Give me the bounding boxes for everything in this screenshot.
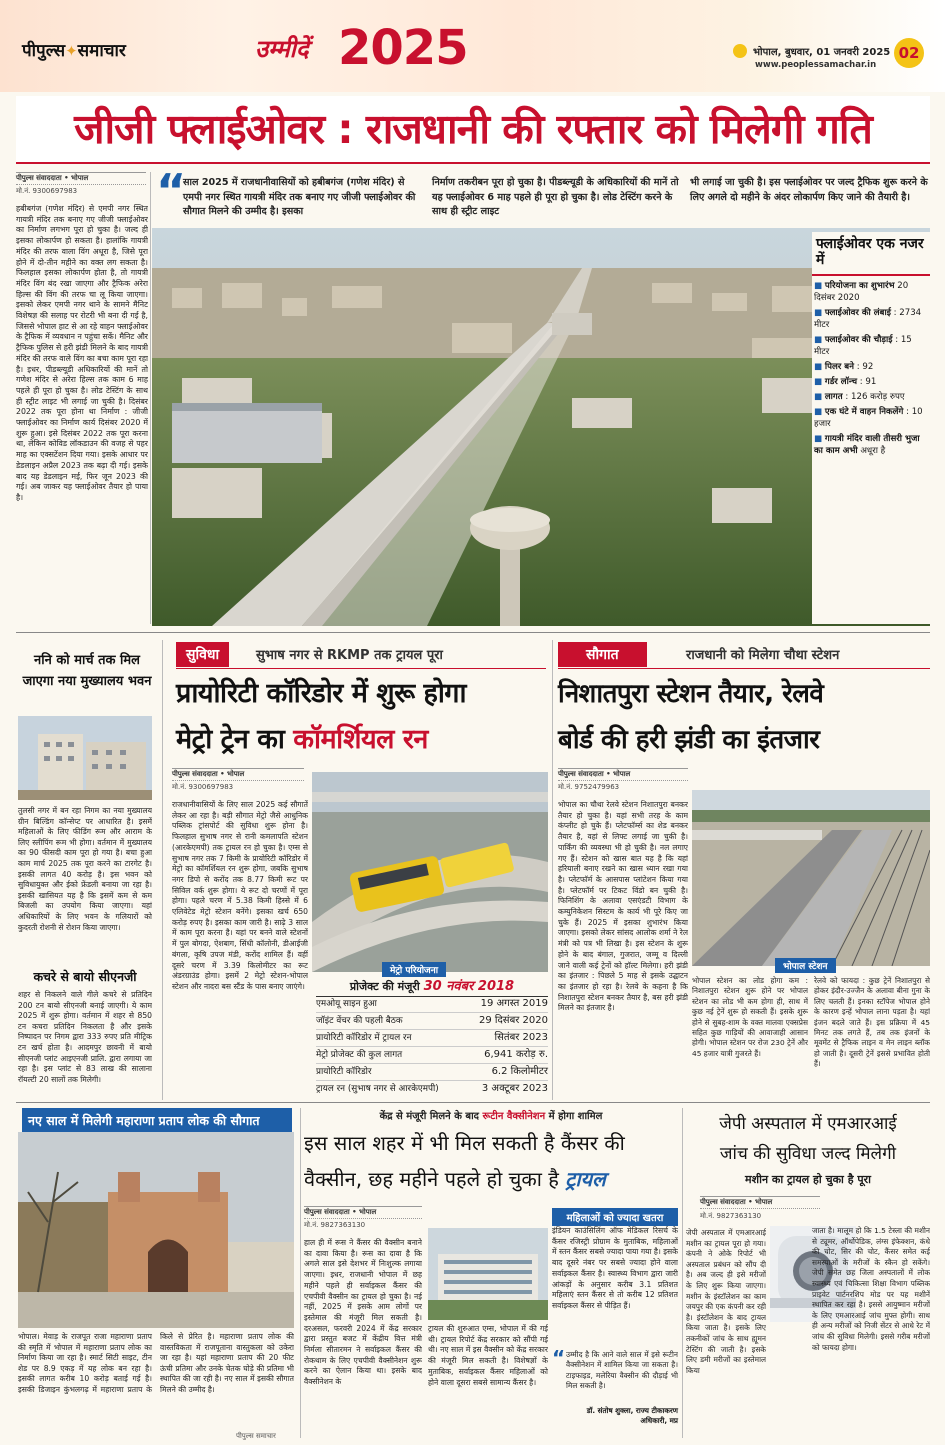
- metro-photo: [312, 772, 548, 972]
- cancer-headline-2a: वैक्सीन, छह महीने पहले हो चुका है: [304, 1167, 559, 1191]
- section-divider: [16, 632, 930, 633]
- building-illustration: [18, 716, 152, 800]
- dateline: भोपाल, बुधवार, 01 जनवरी 2025: [753, 47, 891, 58]
- metro-train-illustration: [312, 772, 548, 972]
- edition-year: 2025: [338, 20, 468, 76]
- metro-tag: सुविधा: [176, 642, 229, 667]
- factbox-item: ■ फ्लाईओवर की लंबाई : 2734 मीटर: [814, 308, 922, 330]
- cancer-side-body: इंडियन काउंसिलिंग ऑफ मेडिकल रिसर्च के कैंसर रजिस्ट्री प्रोग्राम के मुताबिक, महिलाओं में स्तन कैंसर सबसे ज्यादा पाया गया है। इसके बाद दूसरे नंबर पर सबसे ज्यादा होने वाला सर्वाइकल कैंसर है। स्वास्थ्य विभाग द्वारा जारी आंकड़ों के अनुसार करीब 3.1 प्रतिशत महिलाएं स्तन कैंसर से तो करीब 12 प्रतिशत सर्वाइकल कैंसर से पीड़ित हैं।: [552, 1226, 678, 1310]
- factbox-item: ■ परियोजना का शुभारंभ 20 दिसंबर 2020: [814, 281, 909, 303]
- lead-body: हबीबगंज (गणेश मंदिर) से एमपी नगर स्थित गायत्री मंदिर तक बनाए गए जीजी फ्लाईओवर का निर्माण लगभग पूरा हो चुका है। जल्द ही इसका लोकार्पण हो सकता है। हालांकि गायत्री मंदिर की तरफ वाला विंग अधूरा है, जिसे पूरा होने में दो-तीन महीने का वक्त लग सकता है। फिलहाल इसका लोकार्पण होता है, तो गायत्री मंदिर विंग बंद रखा जाएगा और ट्रैफिक अरेरा हिल्स की विंग की तरफ चा लू किया जाएगा। इसको लेकर एमपी नगर थाने के सामने मैनिट विशेषज्ञ की सलाह पर रोटरी भी बना दी गई है, जिससे भोपाल हाट से आ रहे वाहन फ्लाईओवर के ट्रैफिक में व्यवधान न पहुंचा सकें। मैनिट और ट्रैफिक पुलिस से हरी झंडी मिलने के बाद गायत्री मंदिर की तरफ वाले विंग का बचा काम पूरा रहा है। इधर, पीडब्ल्यूडी अधिकारियों की मानें तो गणेश मंदिर से अरेरा हिल्स तक काम 6 माह पहले ही पूरा हो चुका है। लोड टेस्टिंग के साथ ही स्ट्रीट लाइट भी लगाई जा चुकी है। दिसंबर 2022 तक पूरा होना था निर्माण : जीजी फ्लाईओवर का निर्माण कार्य दिसंबर 2020 में शुरू हुआ। इसे दिसंबर 2022 तक पूरा करना था, लेकिन कोविड लॉकडाउन की वजह से पहर माह का एक्सटेंशन दिया गया। इसके आधार पर डेडलाइन अप्रैल 2023 तक बढ़ा दी गई। इसके बाद यह डेडलाइन मई, फिर जून 2023 की गई। अब जाकर यह फ्लाईओवर तैयार हो पाया है।: [16, 204, 148, 502]
- mri-body-2: जाता है। मालूम हो कि 1.5 टेस्ला की मशीन से ट्यूमर, ऑर्थोपेडिक, लंग्स इंफेक्शन, कंधे की चोट, सिर की चोट, कैंसर समेत कई समस्याओं के मरीजों के स्कैन हो सकेंगे। जेपी समेत छह जिला अस्पतालों में लोक स्वास्थ्य एवं चिकित्सा शिक्षा विभाग पब्लिक प्राइवेट पार्टनरशिप मोड पर यह मशीनें स्थापित कर रहा है। इससे आयुष्मान मरीजों के लिए एमआरआई जांच मुफ्त होगी। साथ ही अन्य मरीजों को निजी सेंटर से आधे रेट में जांच की सुविधा मिलेगी। इससे गरीब मरीजों को फायदा होगा।: [812, 1226, 930, 1352]
- metro-photo-label: मेट्रो परियोजना: [382, 962, 446, 977]
- page-number: 02: [894, 38, 924, 68]
- cancer-headline-2b: ट्रायल: [565, 1167, 606, 1191]
- lead-intro-col2: निर्माण तकरीबन पूरा हो चुका है। पीडब्ल्यूडी के अधिकारियों की मानें तो यह फ्लाईओवर 6 माह पहले ही पूरा हो चुका है। लोड टेस्टिंग करने के साथ ही स्ट्रीट लाइट: [432, 177, 679, 217]
- nani-headline: ननि को मार्च तक मिल जाएगा नया मुख्यालय भवन: [22, 653, 152, 689]
- factbox: [812, 232, 930, 624]
- factbox-item: ■ गायत्री मंदिर वाली तीसरी भुजा का काम अभी अधूरा है: [814, 434, 920, 456]
- factbox-title: फ्लाईओवर एक नजर में: [812, 232, 930, 276]
- station-tag: सौगात: [558, 642, 647, 667]
- website-link[interactable]: www.peoplessamachar.in: [755, 60, 877, 70]
- cancer-kicker-c: में होगा शामिल: [548, 1111, 603, 1122]
- lead-intro-col3: भी लगाई जा चुकी है। इस फ्लाईओवर पर जल्द ट्रैफिक शुरू करने के लिए अगले दो महीने के अंदर लोकार्पण किए जाने की तैयारी है।: [690, 177, 928, 203]
- lok-photo: [18, 1132, 294, 1328]
- cancer-side-title: महिलाओं को ज्यादा खतरा: [552, 1208, 678, 1226]
- metro-headline-2b: कॉमर्शियल रन: [293, 724, 428, 755]
- mri-body: जेपी अस्पताल में एमआरआई मशीन का ट्रायल पूरा हो गया। कंपनी ने ओके रिपोर्ट भी अस्पताल प्रबंधन को सौंप दी है। अब जल्द ही इसे मरीजों के लिए शुरू किया जाएगा। मशीन के इंस्टॉलेशन का काम जयपुर की एक कंपनी कर रही है। इंस्टॉलेशन के बाद ट्रायल किया जाता है। इसके लिए तकनीकों जांच के साथ ह्यूमन टेस्टिंग की जाती है। इसके लिए डमी मरीजों का इस्तेमाल किया: [686, 1228, 766, 1375]
- table-row: जॉइंट वेंचर की पहली बैठक 29 दिसंबर 2020: [316, 1013, 548, 1030]
- station-caption-2: रेलवे को फायदा : कुछ ट्रेनें निशातपुरा से होकर इंदौर-उज्जैन के अलावा बीना गुना के लिए चलती हैं। इनका स्टॉपेज भोपाल होने के कारण इन्हें भोपाल लाना पड़ता है। यहां इंजन बदले जाते हैं। इस प्रक्रिया में 45 मिनट तक लगते हैं, तब तक इंजनों के मूवमेंट से ट्रैफिक लाइन व मेन लाइन ब्लॉक हो जाती है। दूसरी ट्रेनें इससे प्रभावित होती हैं।: [814, 976, 930, 1069]
- factbox-item: ■ लागत : 126 करोड़ रुपए: [814, 392, 905, 402]
- lead-byline: पीपुल्स संवाददाता • भोपाल: [16, 172, 146, 185]
- metro-table-title-a: प्रोजेक्ट की मंजूरी: [349, 980, 420, 993]
- hospital-illustration: [428, 1228, 548, 1320]
- nani-sub-body: शहर से निकलने वाले गीले कचरे से प्रतिदिन 200 टन बायो सीएनजी बनाई जाएगी। ये काम 2025 में शुरू होगा। वर्तमान में शहर से 850 टन कचरा प्रतिदिन निकलता है और इसके निष्पादन पर निगम द्वारा 333 रुपए प्रति मीट्रिक टन खर्च होता है। आदमपुर छावनी में बायो सीएनजी प्लांट आइएनजी प्रालि. द्वारा लगाया जा रहा है। इस प्लांट से 83 लाख की सालाना रॉयल्टी 20 सालों तक मिलेगी।: [18, 990, 152, 1084]
- nani-sub-headline: कचरे से बायो सीएनजी: [33, 969, 137, 984]
- section-divider-2: [16, 1102, 930, 1103]
- logo[interactable]: [22, 38, 126, 61]
- tagline: उम्मीदें: [255, 35, 309, 63]
- table-row: मेट्रो प्रोजेक्ट की कुल लागत 6,941 करोड़ रु.: [316, 1047, 548, 1064]
- cancer-headline-2: [304, 1164, 678, 1194]
- mri-mobile: मो.नं. 9827363130: [700, 1212, 762, 1220]
- factbox-item: ■ पिलर बने : 92: [814, 362, 874, 372]
- metro-headline-2a: मेट्रो ट्रेन का: [176, 724, 285, 755]
- cancer-kicker-b: रूटीन वैक्सीनेशन: [482, 1111, 546, 1122]
- cancer-kicker-a: केंद्र से मंजूरी मिलने के बाद: [379, 1111, 479, 1122]
- metro-table-title-b: 30 नवंबर 2018: [423, 979, 515, 994]
- station-caption-1: भोपाल स्टेशन का लोड होगा कम : निशातपुरा स्टेशन शुरू होने पर भोपाल स्टेशन का लोड भी कम होगा ही, साथ में कुछ नई ट्रेनें शुरू हो सकती हैं। इसके शुरू होने से सुबह-शाम के वक्त मालवा एक्सप्रेस सहित कुछ गाड़ियों की आवाजाही आसान होगी। भोपाल स्टेशन पर रोज 230 ट्रेनें और 45 हजार यात्री गुजरते हैं।: [692, 976, 808, 1058]
- metro-kicker-rule: [176, 668, 546, 669]
- cancer-headline-1: इस साल शहर में भी मिल सकती है कैंसर की: [304, 1131, 625, 1155]
- station-photo: [692, 790, 930, 966]
- lead-mobile: मो.नं. 9300697983: [16, 187, 78, 195]
- station-illustration: [692, 790, 930, 966]
- metro-rule: [552, 640, 553, 1100]
- nani-body: तुलसी नगर में बन रहा निगम का नया मुख्यालय ग्रीन बिल्डिंग कॉन्सेप्ट पर आधारित है। इसमें महिलाओं के लिए फीडिंग रूम और आराम के लिए स्लीपिंग रूम भी होगा। वर्तमान में मुख्यालय का 90 फीसदी काम पूरा हो गया है। बचा हुआ काम मार्च 2025 तक पूरा करने का टारगेट है। इसकी लागत 40 करोड़ है। इस भवन को सुविधायुक्त और ईको फ्रेंडली बनाया जा रहा है। इसकी खासियत यह है कि इसमें कम से कम बिजली का उपयोग किया जाएगा। यहां अधिकारियों के लिए भवन के गलियारों को कुदरती रोशनी से रोशन किया जाएगा।: [18, 806, 152, 932]
- cancer-body: हाल ही में रूस ने कैंसर की वैक्सीन बनाने का दावा किया है। रूस का दावा है कि अगले साल इसे देशभर में निःशुल्क लगाया जाएगा। इधर, राजधानी भोपाल में छह महीने पहले ही सर्वाइकल कैंसर की एचपीवी वैक्सीन का ट्रायल हो चुका है। नई नहीं, 2025 में इसके आम लोगों पर इस्तेमाल की मंजूरी मिल सकती है। दरअसल, फरवरी 2024 में केंद्र सरकार द्वारा प्रस्तुत बजट में केंद्रीय वित्त मंत्री निर्मला सीतारमन ने सर्वाइकल कैंसर की रोकथाम के लिए एचपीवी वैक्सीनेशन शुरू करने का ऐलान किया था। इसके बाद वैक्सीनेशन के: [304, 1238, 422, 1387]
- metro-headline-2: [176, 722, 548, 758]
- logo-text-2: समाचार: [77, 41, 126, 61]
- metro-mobile: मो.नं. 9300697983: [172, 783, 234, 791]
- mri-sub: मशीन का ट्रायल हो चुका है पूरा: [745, 1173, 871, 1186]
- logo-text: पीपुल्स: [22, 41, 66, 61]
- table-row: एमओयू साइन हुआ 19 अगस्त 2019: [316, 996, 548, 1013]
- lok-headline: नए साल में मिलेगी महाराणा प्रताप लोक की सौगात: [22, 1108, 292, 1133]
- station-headline-1: निशातपुरा स्टेशन तैयार, रेलवे: [558, 679, 824, 709]
- cancer-body-2: ट्रायल की शुरुआत एम्स, भोपाल में की गई थी। ट्रायल रिपोर्ट केंद्र सरकार को सौंपी गई थी। नए साल में इस वैक्सीन को केंद्र सरकार की मंजूरी मिल सकती है। विशेषज्ञों के मुताबिक, सर्वाइकल कैंसर महिलाओं को होने वाला दूसरा सबसे सामान्य कैंसर है।: [428, 1324, 548, 1387]
- metro-headline-1: प्रायोरिटी कॉरिडोर में शुरू होगा: [176, 678, 467, 709]
- lead-headline: जीजी फ्लाईओवर : राजधानी की रफ्तार को मिलेगी गति: [74, 105, 872, 153]
- mri-headline-1: जेपी अस्पताल में एमआरआई: [719, 1114, 897, 1134]
- station-body: भोपाल का चौथा रेलवे स्टेशन निशातपुरा बनकर तैयार हो चुका है। यहां सभी तरह के काम कंप्लीट हो चुके हैं। प्लेटफॉर्म्स का शेड बनकर तैयार है, वहां से लिफ्ट लगाई जा चुकी है। पार्किंग की व्यवस्था भी हो चुकी है। नल लगाए गए हैं। स्टेशन को खास बात यह है कि यहां हरियाली बनाए रखने का खास ध्यान रखा गया है। प्लेटफॉर्म के आसपास प्लांटेशन किया गया है। प्लेटफॉर्म पर टिकट विंडो बन चुकी है। फिनिशिंग के अलावा एसएंडटी विभाग के कम्युनिकेशन सिस्टम के कार्य भी पूरे किए जा चुके हैं। 2025 में इसका शुभारंभ किया जाएगा। इसको लेकर सांसद आलोक शर्मा ने रेल मंत्री को पत्र भी लिखा है। इस स्टेशन के शुरू होने के बाद बंगाल, गुजरात, जम्मू व दिल्ली जाने वाली कई ट्रेनों को हॉल्ट मिलेगा। हरी झंडी का इंतजार : पिछले 5 माह से इसके उद्घाटन का इंतजार हो रहा है। रेलवे के कहना है कि निशातपुरा स्टेशन बनकर तैयार है, बस हरी झंडी मिलने का इंतजार है।: [558, 800, 688, 1013]
- table-row: प्रायोरिटी कॉरिडोर 6.2 किलोमीटर: [316, 1064, 548, 1081]
- station-kicker-rule: [558, 668, 930, 669]
- nani-building-photo: [18, 716, 152, 800]
- factbox-item: ■ फ्लाईओवर की चौड़ाई : 15 मीटर: [814, 335, 912, 357]
- fort-illustration: [18, 1132, 294, 1328]
- lok-footer: पीपुल्स समाचार: [236, 1432, 276, 1440]
- nani-rule: [162, 640, 163, 1100]
- table-row: ट्रायल रन (सुभाष नगर से आरकेएमपी) 3 अक्टूबर 2023: [316, 1083, 548, 1094]
- lok-body: भोपाल। मेवाड़ के राजपूत राजा महाराणा प्रताप की स्मृति में भोपाल में महाराणा प्रताप लोक का निर्माण किया जा रहा है। स्मार्ट सिटी साइट, टीन शेड पर 8.9 एकड़ में यह लोक बन रहा है। इसकी लागत करीब 10 करोड़ बताई गई है। इसकी डिजाइन कुंभलगढ़ में महाराणा प्रताप के किले से प्रेरित है। महाराणा प्रताप लोक की वास्तविकता में राजपूताना वास्तुकला को उकेरा जा रहा है। यहां महाराणा प्रताप की 20 फीट ऊंची प्रतिमा और उनके चेतक घोड़े की प्रतिमा भी स्थापित की जा रही है। नए साल में इसकी सौगात मिलने की उम्मीद है।: [18, 1332, 294, 1394]
- lead-headline-bar: [16, 96, 930, 164]
- cancer-mobile: मो.नं. 9827363130: [304, 1221, 366, 1229]
- cancer-kicker: [304, 1108, 678, 1122]
- factbox-list: [812, 276, 930, 464]
- lok-rule: [300, 1108, 301, 1438]
- station-photo-label: भोपाल स्टेशन: [775, 958, 836, 973]
- lead-rule: [150, 172, 151, 624]
- quote-mark-icon: “: [156, 164, 187, 218]
- station-kicker: राजधानी को मिलेगा चौथा स्टेशन: [686, 648, 840, 663]
- lead-intro-col1: साल 2025 में राजधानीवासियों को हबीबगंज (गणेश मंदिर) से एमपी नगर स्थित गायत्री मंदिर तक बनाए गए जीजी फ्लाईओवर की सौगात मिलने की उम्मीद है। इसका: [183, 177, 416, 217]
- station-headline-2: बोर्ड की हरी झंडी का इंतजार: [558, 725, 820, 755]
- station-byline: पीपुल्स संवाददाता • भोपाल: [558, 768, 688, 781]
- logo-star-icon: ✦: [65, 42, 78, 60]
- mri-headline-2: जांच की सुविधा जल्द मिलेगी: [719, 1144, 897, 1164]
- quote-icon: “: [552, 1346, 566, 1370]
- metro-table-title: [316, 976, 548, 997]
- metro-kicker: सुभाष नगर से RKMP तक ट्रायल पूरा: [256, 648, 443, 663]
- hospital-photo: [428, 1228, 548, 1320]
- cancer-quote: उम्मीद है कि आने वाले साल में इसे रूटीन वैक्सीनेशन में शामिल किया जा सकता है। टाइफाइड, मलेरिया वैक्सीन की दौड़ाई भी मिल सकती है।: [566, 1350, 678, 1391]
- metro-timeline-table: [316, 996, 548, 1097]
- cancer-quote-author: डॉ. संतोष शुक्ला, राज्य टीकाकरण अधिकारी, मप्र: [586, 1406, 678, 1425]
- cancer-byline: पीपुल्स संवाददाता • भोपाल: [304, 1206, 422, 1219]
- mri-byline: पीपुल्स संवाददाता • भोपाल: [700, 1196, 820, 1209]
- table-row: प्रायोरिटी कॉरिडोर में ट्रायल रन सितंबर 2023: [316, 1030, 548, 1047]
- factbox-item: ■ गर्डर लॉन्च : 91: [814, 377, 877, 387]
- factbox-item: ■ एक घंटे में वाहन निकलेंगे : 10 हजार: [814, 407, 923, 429]
- metro-byline: पीपुल्स संवाददाता • भोपाल: [172, 768, 304, 781]
- station-mobile: मो.नं. 9752479963: [558, 783, 620, 791]
- cancer-rule: [682, 1108, 683, 1438]
- masthead: [0, 0, 945, 92]
- metro-body: राजधानीवासियों के लिए साल 2025 कई सौगातें लेकर आ रहा है। बड़ी सौगात मेट्रो जैसे आधुनिक पब्लिक ट्रांसपोर्ट की सुविधा शुरू होना है। फिलहाल सुभाष नगर से रानी कमलापति स्टेशन (आरकेएमपी) तक ट्रायल रन हो चुका है। एम्स से सुभाष नगर तक 7 किमी के प्रायोरिटी कॉरिडोर में मेट्रो का कॉमर्शियल रन शुरू होगा, जबकि सुभाष नगर डिपो से करोंद तक 8.77 किमी रूट पर सिविल वर्क शुरू होगा। ये रूट दो चरणों में पूरा होगा। पहले चरण में 5.38 किमी हिस्से में 6 एलिवेटेड मेट्रो स्टेशन बनेंगे। इसका खर्च 650 करोड़ रुपए है। इसका काम जारी है। साढ़े 3 साल में काम पूरा करना है। यहां पर बनने वाले स्टेशनों में पुल बोगदा, ऐशबाग, सिंधी कॉलोनी, डीआईजी बंगला, कृषि उपज मंडी, करोंद शामिल हैं। वहीं दूसरे चरण में 3.39 किलोमीटर का रूट अंडरग्राउंड होगा। इसमें 2 मेट्रो स्टेशन-भोपाल स्टेशन और नादरा बस स्टैंड के पास बनाए जाएंगे।: [172, 800, 308, 991]
- sun-icon: [733, 44, 747, 58]
